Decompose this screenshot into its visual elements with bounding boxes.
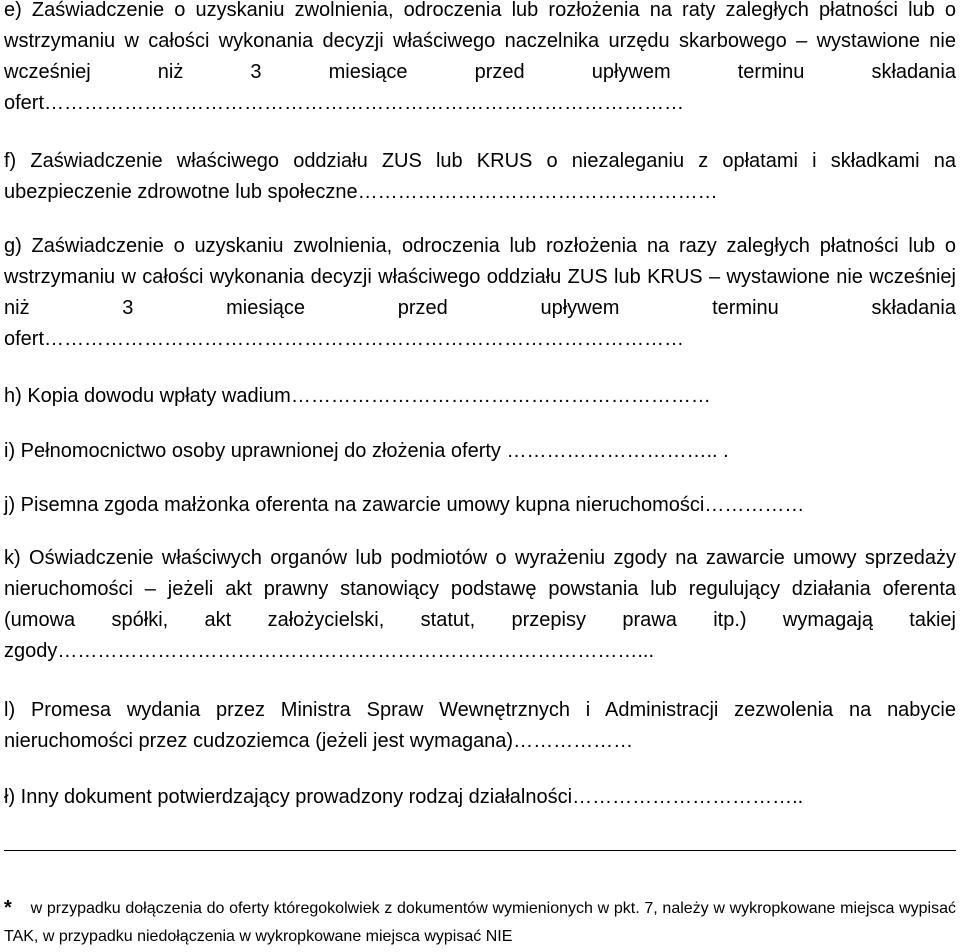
list-item-f: f) Zaświadczenie właściwego oddziału ZUS lub KRUS o niezaleganiu z opłatami i składkami na ubezpieczenie zdrowotne lub społeczne……………………………………………… [4,150,956,203]
list-item-k: k) Oświadczenie właściwych organów lub podmiotów o wyrażeniu zgody na zawarcie umowy sprzedaży nieruchomości – jeżeli akt prawny stanowiący podstawę powstania lub regulujący działania oferenta (umowa spółki, akt założycielski, statut, przepisy prawa itp.) wymagają takiej zgody……………………………………………………………………………... [4,547,956,662]
footnote [4,894,956,951]
list-item-e: e) Zaświadczenie o uzyskaniu zwolnienia, odroczenia lub rozłożenia na raty zaległych płatności lub o wstrzymaniu w całości wykonania decyzji właściwego naczelnika urzędu skarbowego – wystawione nie wcześniej niż 3 miesiące przed upływem terminu składania ofert…………………………………………………………………………………… [4,0,956,114]
footnote-text: w przypadku dołączenia do oferty któregokolwiek z dokumentów wymienionych w pkt. 7, należy w wykropkowane miejsca wypisać TAK, w przypadku niedołączenia w wykropkowane miejsca wypisać NIE [4,900,957,945]
list-item-l: l) Promesa wydania przez Ministra Spraw Wewnętrznych i Administracji zezwolenia na nabycie nieruchomości przez cudzoziemca (jeżeli jest wymagana)……………… [4,699,956,752]
list-item-g: g) Zaświadczenie o uzyskaniu zwolnienia, odroczenia lub rozłożenia na razy zaległych płatności lub o wstrzymaniu w całości wykonania decyzji właściwego oddziału ZUS lub KRUS – wystawione nie wcześniej niż 3 miesiące przed upływem terminu składania ofert…………………………………………………………………………………… [4,235,956,350]
footnote-mark: * [4,897,12,919]
footnote-divider [4,850,956,851]
list-item-h: h) Kopia dowodu wpłaty wadium……………………………………………………… [4,385,711,407]
list-item-l-stroke: ł) Inny dokument potwierdzający prowadzony rodzaj działalności…………………………….. [4,786,804,808]
list-item-j: j) Pisemna zgoda małżonka oferenta na zawarcie umowy kupna nieruchomości…………… [4,494,805,516]
list-item-i: i) Pełnomocnictwo osoby uprawnionej do złożenia oferty ………………………….. . [4,440,729,462]
